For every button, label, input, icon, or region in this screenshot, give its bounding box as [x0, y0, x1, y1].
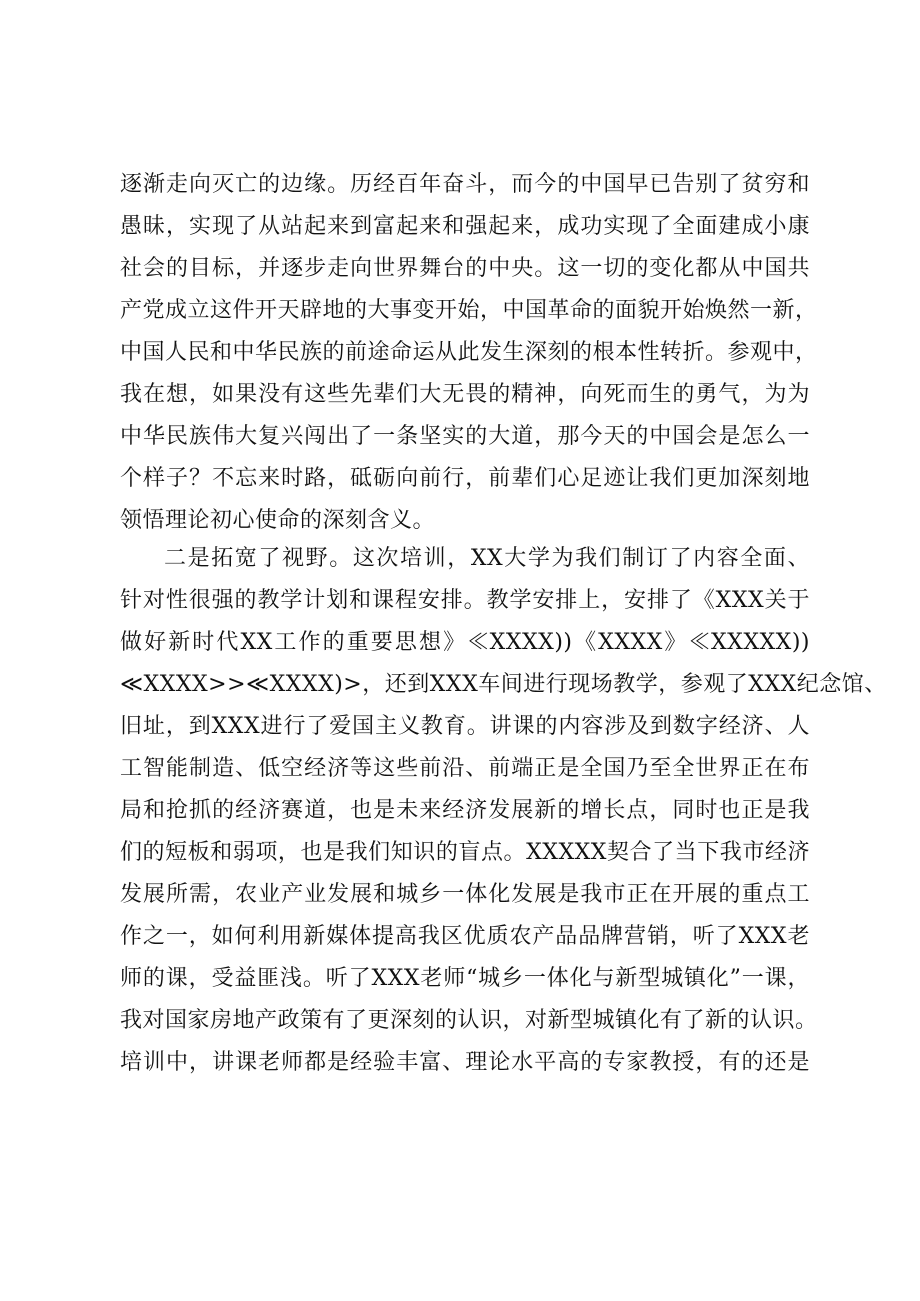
paragraph-line: 逐渐走向灭亡的边缘。历经百年奋斗，而今的中国早已告别了贫穷和 [120, 172, 810, 197]
paragraph-line: 中华民族伟大复兴闯出了一条坚实的大道，那今天的中国会是怎么一 [120, 424, 810, 449]
paragraph-line: 们的短板和弱项，也是我们知识的盲点。XXXXX契合了当下我市经济 [120, 840, 810, 865]
paragraph-line: 愚昧，实现了从站起来到富起来和强起来，成功实现了全面建成小康 [120, 214, 810, 239]
paragraph-line: 二是拓宽了视野。这次培训，XX大学为我们制订了内容全面、 [164, 546, 810, 571]
paragraph-line: 社会的目标，并逐步走向世界舞台的中央。这一切的变化都从中国共 [120, 256, 810, 281]
paragraph-line: 师的课，受益匪浅。听了XXX老师“城乡一体化与新型城镇化”一课， [120, 966, 810, 991]
paragraph-line: 产党成立这件开天辟地的大事变开始，中国革命的面貌开始焕然一新， [120, 298, 818, 323]
paragraph-line: ≪XXXX>>≪XXXX)>，还到XXX车间进行现场教学，参观了XXX纪念馆、 [120, 672, 887, 697]
paragraph-line: 中国人民和中华民族的前途命运从此发生深刻的根本性转折。参观中， [120, 340, 818, 365]
paragraph-line: 个样子？不忘来时路，砥砺向前行，前辈们心足迹让我们更加深刻地 [120, 466, 810, 491]
paragraph-1 [120, 164, 818, 542]
paragraph-line: 我对国家房地产政策有了更深刻的认识，对新型城镇化有了新的认识。 [120, 1008, 818, 1033]
paragraph-line: 工智能制造、低空经济等这些前沿、前端正是全国乃至全世界正在布 [120, 756, 810, 781]
paragraph-line: 发展所需，农业产业发展和城乡一体化发展是我市正在开展的重点工 [120, 882, 810, 907]
paragraph-line: 针对性很强的教学计划和课程安排。教学安排上，安排了《XXX关于 [120, 588, 810, 613]
paragraph-line: 作之一，如何利用新媒体提高我区优质农产品品牌营销，听了XXX老 [120, 924, 810, 949]
paragraph-line: 做好新时代XX工作的重要思想》≪XXXX))《XXXX》≪XXXXX)) [120, 630, 810, 655]
paragraph-line: 旧址，到XXX进行了爱国主义教育。讲课的内容涉及到数字经济、人 [120, 714, 810, 739]
paragraph-line: 培训中，讲课老师都是经验丰富、理论水平高的专家教授，有的还是 [120, 1050, 810, 1075]
paragraph-2 [120, 538, 887, 1084]
paragraph-line: 领悟理论初心使命的深刻含义。 [120, 508, 436, 533]
paragraph-line: 我在想，如果没有这些先辈们大无畏的精神，向死而生的勇气，为为 [120, 382, 810, 407]
paragraph-line: 局和抢抓的经济赛道，也是未来经济发展新的增长点，同时也正是我 [120, 798, 810, 823]
